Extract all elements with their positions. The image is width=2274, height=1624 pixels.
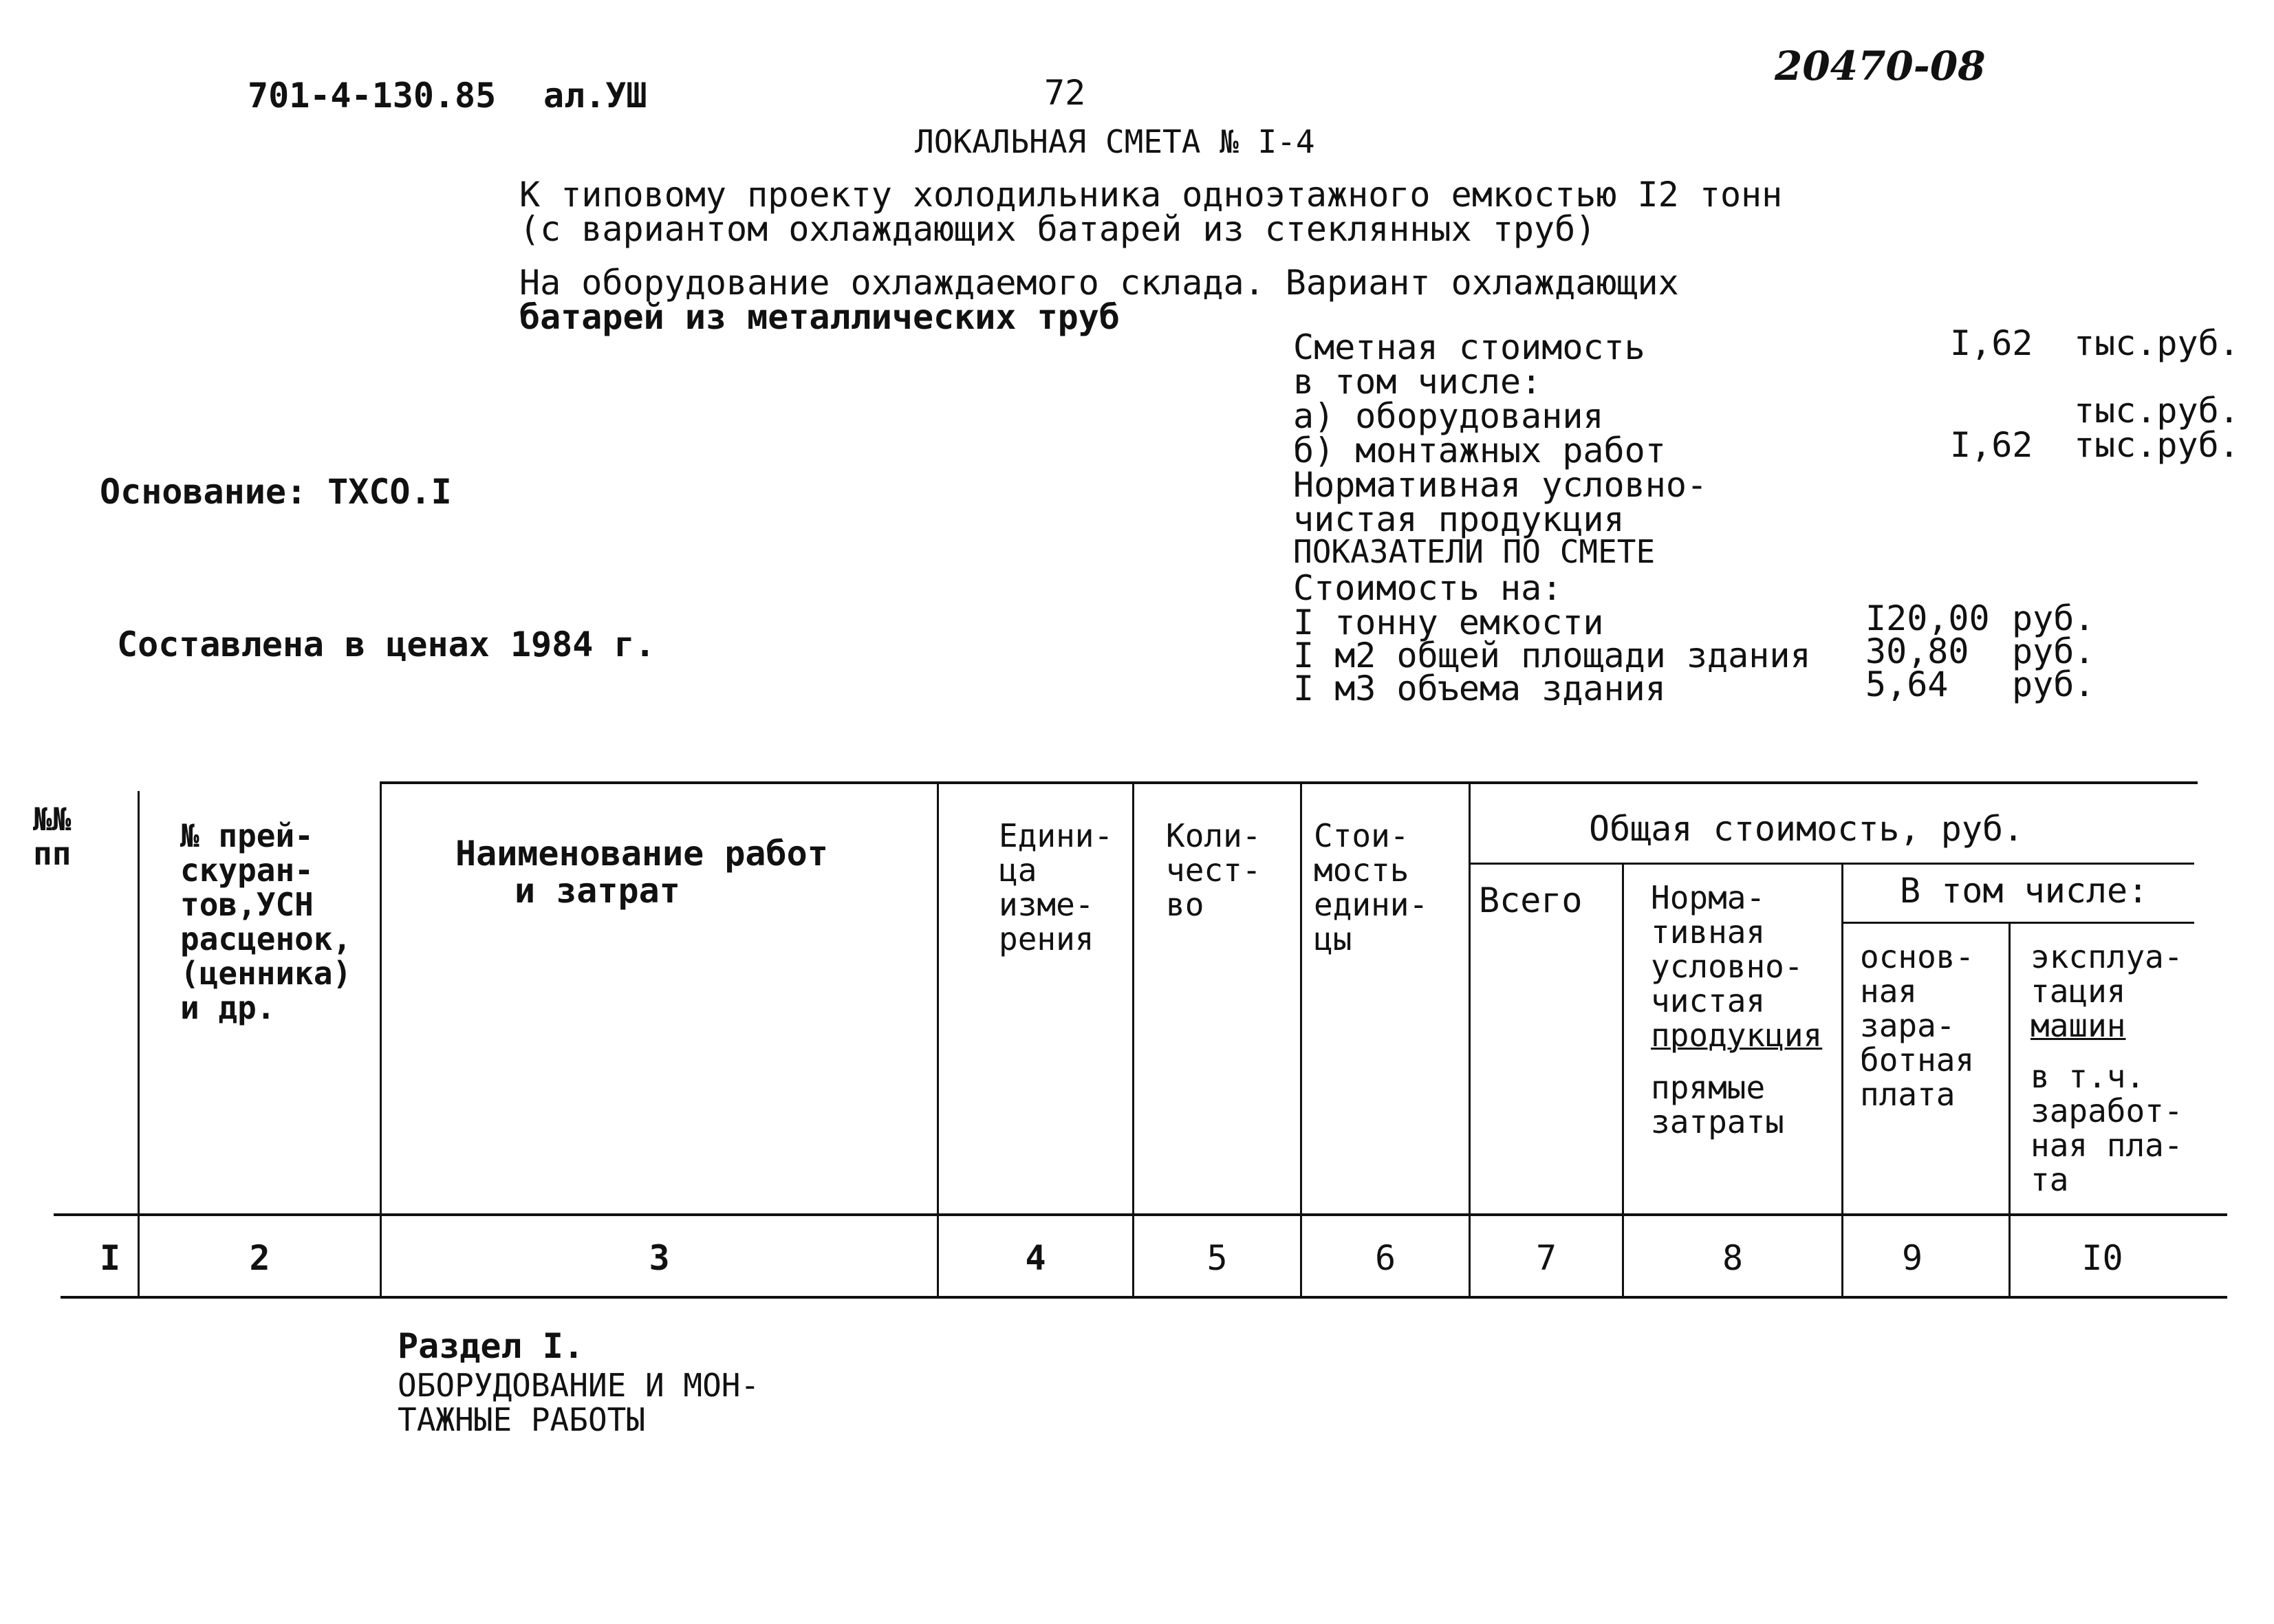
column-divider	[1469, 781, 1471, 1297]
indicator-value: 30,80	[1865, 631, 1969, 671]
group-rule	[1471, 863, 2194, 865]
normative-line-1: Нормативная условно-	[1293, 465, 1708, 505]
installation-label: б) монтажных работ	[1293, 431, 1666, 470]
numbers-bottom-rule	[61, 1296, 2227, 1299]
installation-unit: тыс.руб.	[2074, 425, 2240, 465]
section-title-line-1: ОБОРУДОВАНИЕ И МОН-	[398, 1367, 760, 1404]
col-header-8g: затраты	[1651, 1103, 1784, 1140]
column-number: 5	[1206, 1238, 1228, 1278]
column-number: 7	[1535, 1238, 1557, 1278]
col-header-4b: ца	[999, 852, 1037, 889]
col-header-10d: в т.ч.	[2031, 1058, 2145, 1095]
equipment-unit: тыс.руб.	[2074, 391, 2240, 431]
column-divider	[1841, 863, 1843, 1297]
project-line-2: (с вариантом охлаждающих батарей из стеклянных труб)	[519, 209, 1596, 249]
col-header-7: Всего	[1479, 880, 1583, 920]
col-header-10c: машин	[2031, 1007, 2126, 1044]
equipment-label: а) оборудования	[1293, 396, 1604, 436]
section-title-line-2: ТАЖНЫЕ РАБОТЫ	[398, 1401, 646, 1438]
col-header-9e: плата	[1860, 1076, 1956, 1113]
col-header-4a: Едини-	[999, 817, 1114, 854]
col-header-5c: во	[1166, 886, 1204, 923]
doc-code: 701-4-130.85	[248, 76, 497, 116]
col-header-6c: едини-	[1314, 886, 1429, 923]
column-divider	[1132, 781, 1134, 1297]
page-title: ЛОКАЛЬНАЯ СМЕТА № I-4	[915, 123, 1315, 160]
col-header-2f: и др.	[180, 989, 276, 1026]
col-header-10f: ная пла-	[2031, 1127, 2183, 1164]
indicator-label: I тонну емкости	[1293, 603, 1604, 642]
indicator-unit: руб.	[2012, 598, 2095, 638]
indicator-value: I20,00	[1865, 598, 1990, 638]
column-number: 6	[1374, 1238, 1396, 1278]
col-header-2d: расценок,	[180, 920, 352, 957]
column-divider	[380, 781, 382, 1297]
including-label: в том числе:	[1293, 362, 1542, 402]
col-header-10a: эксплуа-	[2031, 938, 2183, 975]
indicator-label: I м3 объема здания	[1293, 669, 1666, 708]
col-header-9b: ная	[1860, 973, 1918, 1010]
col-header-8c: условно-	[1651, 948, 1804, 985]
col-header-8e: продукция	[1651, 1017, 1823, 1054]
archive-number: 20470-08	[1775, 43, 1986, 89]
column-divider	[937, 781, 939, 1297]
col-header-5a: Коли-	[1166, 817, 1261, 854]
column-number: 4	[1025, 1238, 1046, 1278]
group-header: Общая стоимость, руб.	[1589, 809, 2024, 849]
column-divider	[1300, 781, 1302, 1297]
column-number: 2	[249, 1238, 270, 1278]
col-header-5b: чест-	[1166, 852, 1261, 889]
page-number: 72	[1044, 73, 1086, 113]
indicators-label: ПОКАЗАТЕЛИ ПО СМЕТЕ	[1293, 533, 1656, 570]
col-header-2b: скуран-	[180, 852, 314, 889]
normative-line-2: чистая продукция	[1293, 499, 1625, 539]
cost-per-label: Стоимость на:	[1293, 568, 1563, 608]
project-line-1: К типовому проекту холодильника одноэтажного емкостью I2 тонн	[519, 175, 1783, 215]
col-header-10b: тация	[2031, 973, 2126, 1010]
column-number: 9	[1901, 1238, 1923, 1278]
estimated-cost-label: Сметная стоимость	[1293, 327, 1645, 367]
col-header-8f: прямые	[1651, 1069, 1766, 1106]
album-number: ал.УШ	[543, 76, 647, 116]
col-header-9d: ботная	[1860, 1041, 1975, 1079]
col-header-1b: пп	[33, 835, 72, 872]
subgroup-rule	[1841, 922, 2194, 924]
col-header-3b: и затрат	[515, 871, 680, 911]
col-header-8d: чистая	[1651, 982, 1766, 1019]
col-header-1a: №№	[33, 801, 72, 838]
indicator-unit: руб.	[2012, 631, 2095, 671]
column-number: I	[99, 1238, 121, 1278]
table-top-rule	[382, 781, 2198, 784]
col-header-10g: та	[2031, 1161, 2069, 1198]
column-number: 8	[1722, 1238, 1744, 1278]
col-header-6a: Стои-	[1314, 817, 1409, 854]
col-header-10e: заработ-	[2031, 1092, 2183, 1129]
column-number: 3	[649, 1238, 670, 1278]
subject-line-1: На оборудование охлаждаемого склада. Вариант охлаждающих	[519, 263, 1679, 303]
installation-value: I,62	[1950, 425, 2033, 465]
estimated-cost-unit: тыс.руб.	[2074, 323, 2240, 363]
indicator-value: 5,64	[1865, 664, 1949, 704]
col-header-3a: Наименование работ	[455, 834, 828, 874]
column-number: I0	[2081, 1238, 2123, 1278]
col-header-8a: Норма-	[1651, 879, 1766, 916]
col-header-2a: № прей-	[180, 817, 314, 854]
section-label: Раздел I.	[398, 1326, 584, 1366]
col-header-8b: тивная	[1651, 913, 1766, 951]
col-header-6b: мость	[1314, 852, 1409, 889]
prices-note: Составлена в ценах 1984 г.	[117, 625, 656, 664]
column-divider	[1622, 863, 1624, 1297]
subject-line-2: батарей из металлических труб	[519, 297, 1120, 337]
indicator-label: I м2 общей площади здания	[1293, 636, 1811, 675]
column-divider	[138, 791, 140, 1297]
col-header-2c: тов,УСН	[180, 886, 314, 923]
col-header-9c: зара-	[1860, 1007, 1956, 1044]
estimated-cost-value: I,62	[1950, 323, 2033, 363]
col-header-9a: основ-	[1860, 938, 1975, 975]
basis-note: Основание: ТХСО.I	[100, 472, 452, 512]
indicator-unit: руб.	[2012, 664, 2095, 704]
col-header-4c: изме-	[999, 886, 1094, 923]
col-header-2e: (ценника)	[180, 955, 352, 992]
subgroup-header: В том числе:	[1900, 871, 2149, 911]
col-header-6d: цы	[1314, 920, 1352, 957]
col-header-4d: рения	[999, 920, 1094, 957]
